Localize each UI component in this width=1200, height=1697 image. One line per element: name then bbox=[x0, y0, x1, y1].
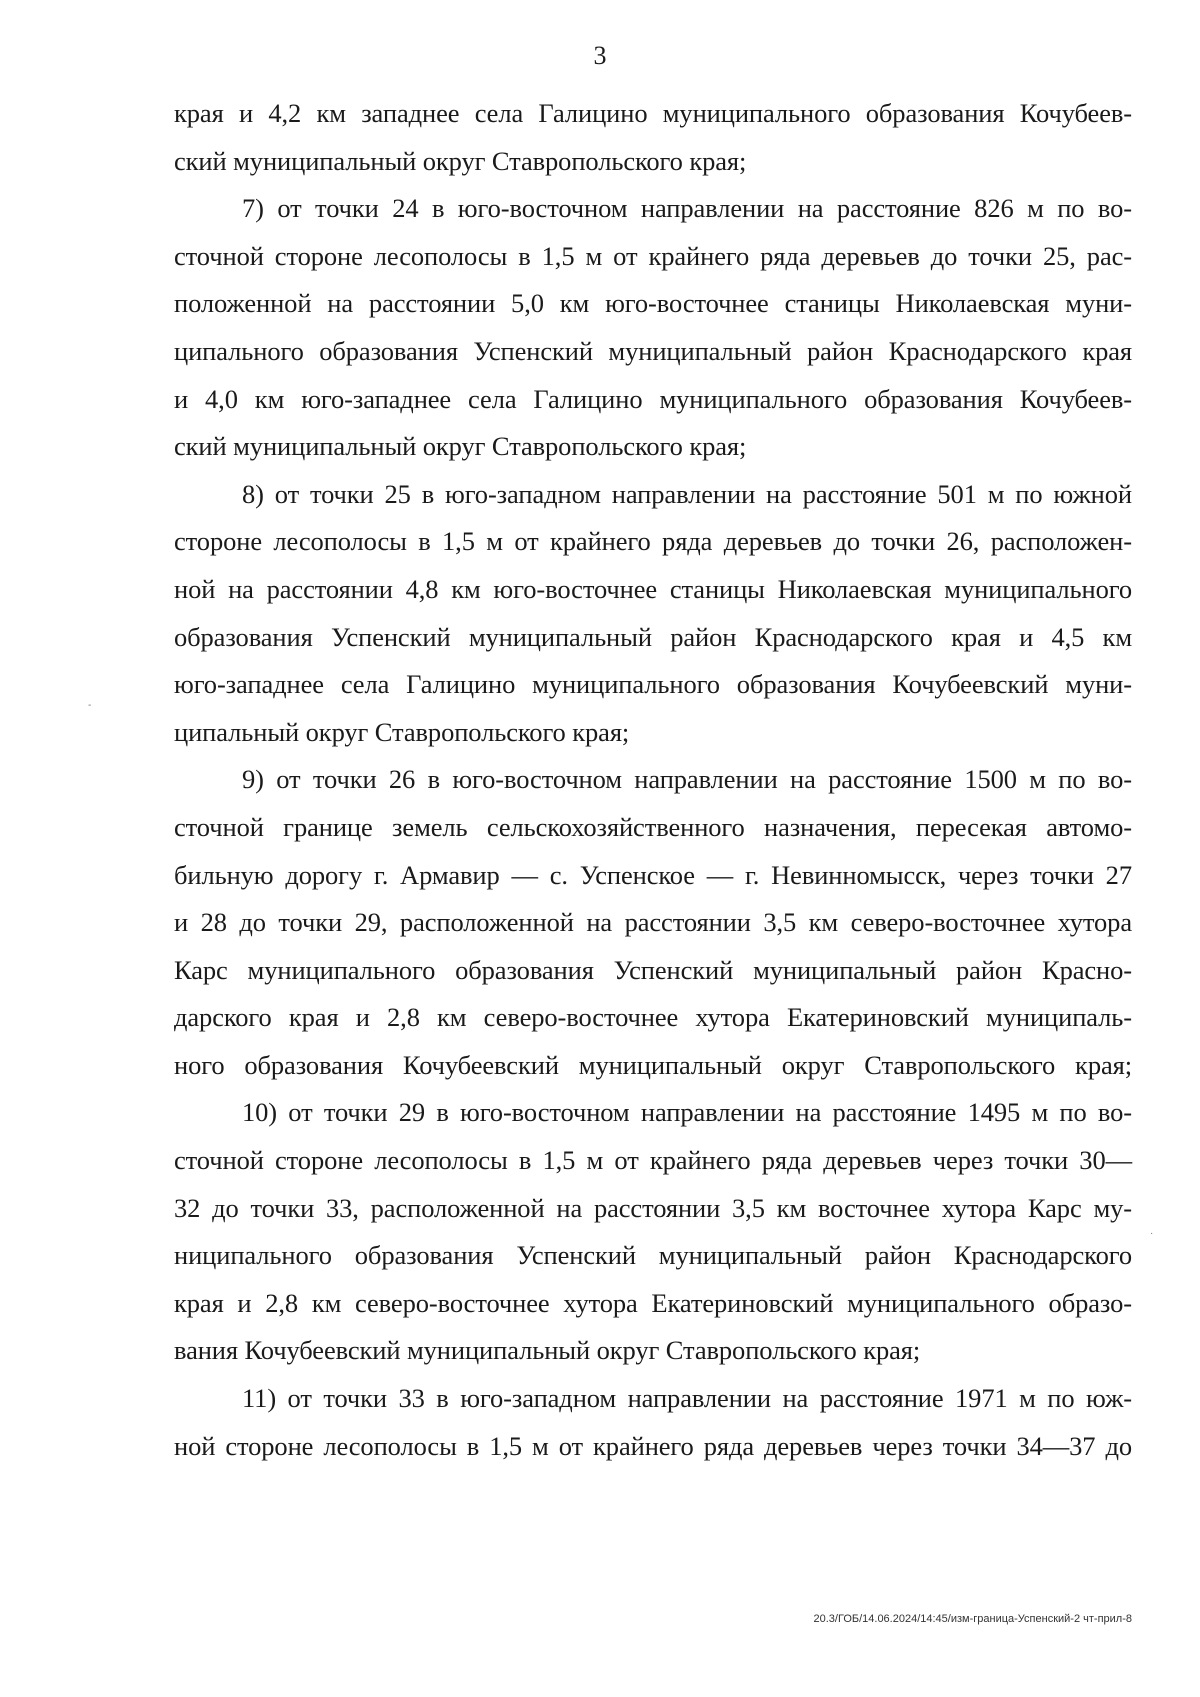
document-footer-code: 20.3/ГОБ/14.06.2024/14:45/изм-граница-Успенский-2 чт-прил-8 bbox=[813, 1613, 1132, 1625]
scan-artifact: - bbox=[88, 700, 92, 711]
text-line: ский муниципальный округ Ставропольского края; bbox=[174, 431, 747, 462]
text-line: 10) от точки 29 в юго-восточном направлении на расстояние 1495 м по во- bbox=[242, 1097, 1132, 1128]
text-line: сточной стороне лесополосы в 1,5 м от крайнего ряда деревьев до точки 25, рас- bbox=[174, 240, 1132, 271]
scan-artifact: · bbox=[1150, 1228, 1154, 1239]
text-line: бильную дорогу г. Армавир — с. Успенское — г. Невинномысск, через точки 27 bbox=[174, 859, 1132, 890]
text-line: сточной стороне лесополосы в 1,5 м от крайнего ряда деревьев через точки 30— bbox=[174, 1145, 1132, 1176]
paragraph-6-continuation bbox=[174, 90, 1132, 185]
text-line: ципальный округ Ставропольского края; bbox=[174, 716, 630, 747]
text-line: ский муниципальный округ Ставропольского края; bbox=[174, 145, 747, 176]
text-line: ципального образования Успенский муниципальный район Краснодарского края bbox=[174, 335, 1132, 366]
document-body bbox=[174, 90, 1132, 1470]
text-line: и 4,0 км юго-западнее села Галицино муниципального образования Кочубеев- bbox=[174, 383, 1132, 414]
paragraph-10 bbox=[174, 1089, 1132, 1375]
text-line: ной на расстоянии 4,8 км юго-восточнее станицы Николаевская муниципального bbox=[174, 573, 1132, 604]
page-number: 3 bbox=[593, 41, 607, 70]
text-line: и 28 до точки 29, расположенной на расстоянии 3,5 км северо-восточнее хутора bbox=[174, 907, 1132, 938]
text-line: дарского края и 2,8 км северо-восточнее хутора Екатериновский муниципаль- bbox=[174, 1002, 1132, 1033]
paragraph-11 bbox=[174, 1375, 1132, 1470]
paragraph-9 bbox=[174, 756, 1132, 1089]
text-line: 32 до точки 33, расположенной на расстоянии 3,5 км восточнее хутора Карс му- bbox=[174, 1192, 1132, 1223]
text-line: 11) от точки 33 в юго-западном направлении на расстояние 1971 м по юж- bbox=[242, 1383, 1132, 1414]
text-line: вания Кочубеевский муниципальный округ Ставропольского края; bbox=[174, 1335, 921, 1366]
paragraph-7 bbox=[174, 185, 1132, 471]
text-line: положенной на расстоянии 5,0 км юго-восточнее станицы Николаевская муни- bbox=[174, 288, 1132, 319]
text-line: края и 4,2 км западнее села Галицино муниципального образования Кочубеев- bbox=[174, 98, 1132, 128]
paragraph-8 bbox=[174, 471, 1132, 757]
text-line: края и 2,8 км северо-восточнее хутора Екатериновский муниципального образо- bbox=[174, 1287, 1132, 1318]
text-line: стороне лесополосы в 1,5 м от крайнего ряда деревьев до точки 26, расположен- bbox=[174, 526, 1132, 557]
text-line: 8) от точки 25 в юго-западном направлении на расстояние 501 м по южной bbox=[242, 478, 1132, 509]
text-line: ниципального образования Успенский муниципальный район Краснодарского bbox=[174, 1240, 1132, 1271]
text-line: ного образования Кочубеевский муниципальный округ Ставропольского края; bbox=[174, 1049, 1132, 1080]
text-line: юго-западнее села Галицино муниципального образования Кочубеевский муни- bbox=[174, 669, 1132, 700]
text-line: 9) от точки 26 в юго-восточном направлении на расстояние 1500 м по во- bbox=[242, 764, 1132, 795]
text-line: Карс муниципального образования Успенский муниципальный район Красно- bbox=[174, 954, 1132, 985]
text-line: ной стороне лесополосы в 1,5 м от крайнего ряда деревьев через точки 34—37 до bbox=[174, 1430, 1132, 1461]
text-line: 7) от точки 24 в юго-восточном направлении на расстояние 826 м по во- bbox=[242, 193, 1132, 224]
text-line: образования Успенский муниципальный район Краснодарского края и 4,5 км bbox=[174, 621, 1132, 652]
text-line: сточной границе земель сельскохозяйственного назначения, пересекая автомо- bbox=[174, 811, 1132, 842]
